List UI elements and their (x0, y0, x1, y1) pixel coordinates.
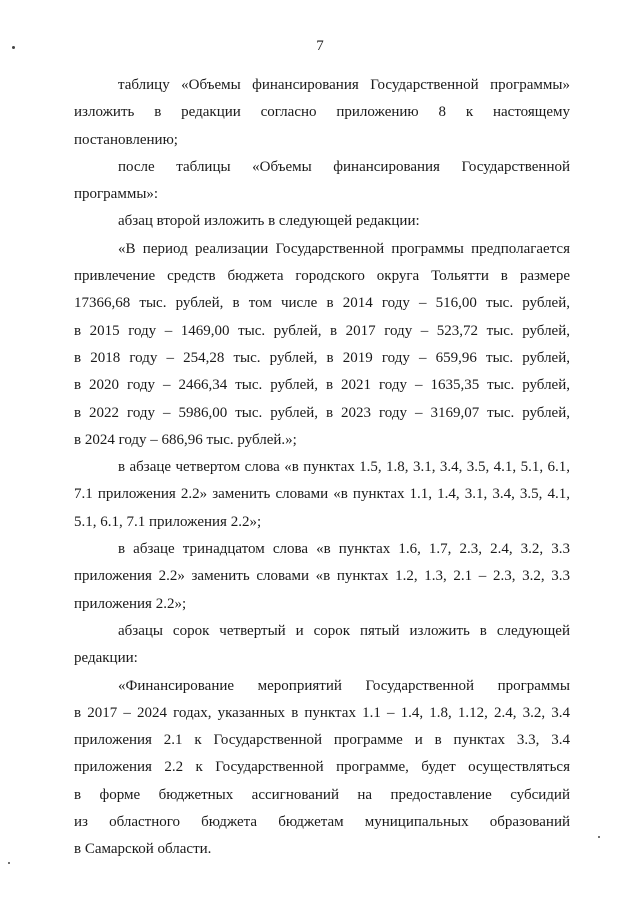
paragraph-7 (74, 618, 570, 673)
scan-speck (12, 46, 15, 49)
paragraph-4 (74, 236, 570, 454)
text-line: в 2024 году – 686,96 тыс. рублей.»; (74, 431, 297, 448)
text-line: абзац второй изложить в следующей редакции: (118, 213, 420, 230)
text-line: привлечение средств бюджета городского округа Тольятти в размере (74, 268, 570, 285)
paragraph-2 (74, 154, 570, 209)
text-line: 7.1 приложения 2.2» заменить словами «в пунктах 1.1, 1.4, 3.1, 3.4, 3.5, 4.1, (74, 486, 570, 503)
text-line: постановлению; (74, 131, 178, 148)
text-line: после таблицы «Объемы финансирования Государственной (118, 158, 570, 175)
text-line: приложения 2.2»; (74, 595, 187, 612)
text-line: приложения 2.1 к Государственной программе и в пунктах 3.3, 3.4 (74, 732, 570, 749)
text-line: в Самарской области. (74, 841, 212, 858)
text-line: 17366,68 тыс. рублей, в том числе в 2014 году – 516,00 тыс. рублей, (74, 295, 570, 312)
text-line: 5.1, 6.1, 7.1 приложения 2.2»; (74, 513, 262, 530)
text-line: в 2022 году – 5986,00 тыс. рублей, в 2023 году – 3169,07 тыс. рублей, (74, 404, 570, 421)
scan-speck (8, 862, 10, 864)
paragraph-6 (74, 536, 570, 618)
paragraph-8 (74, 673, 570, 864)
scan-speck (598, 836, 600, 838)
text-line: изложить в редакции согласно приложению 8 к настоящему (74, 104, 570, 121)
paragraph-3 (74, 208, 570, 235)
text-line: программы»: (74, 186, 159, 203)
text-line: в форме бюджетных ассигнований на предоставление субсидий (74, 786, 570, 803)
paragraph-5 (74, 454, 570, 536)
text-line: абзацы сорок четвертый и сорок пятый изложить в следующей (118, 622, 570, 639)
document-body (74, 72, 570, 864)
text-line: в 2015 году – 1469,00 тыс. рублей, в 2017 году – 523,72 тыс. рублей, (74, 322, 570, 339)
text-line: в 2020 году – 2466,34 тыс. рублей, в 2021 году – 1635,35 тыс. рублей, (74, 377, 570, 394)
text-line: в абзаце четвертом слова «в пунктах 1.5, 1.8, 3.1, 3.4, 3.5, 4.1, 5.1, 6.1, (118, 459, 570, 476)
paragraph-1 (74, 72, 570, 154)
text-line: редакции: (74, 650, 138, 667)
text-line: в абзаце тринадцатом слова «в пунктах 1.6, 1.7, 2.3, 2.4, 3.2, 3.3 (118, 541, 570, 558)
text-line: в 2018 году – 254,28 тыс. рублей, в 2019 году – 659,96 тыс. рублей, (74, 349, 570, 366)
text-line: приложения 2.2 к Государственной программе, будет осуществляться (74, 759, 570, 776)
text-line: таблицу «Объемы финансирования Государственной программы» (118, 77, 570, 93)
page-number: 7 (316, 38, 324, 54)
text-line: из областного бюджета бюджетам муниципальных образований (74, 814, 570, 831)
text-line: «Финансирование мероприятий Государственной программы (118, 677, 570, 694)
text-line: «В период реализации Государственной программы предполагается (118, 240, 570, 257)
text-line: приложения 2.2» заменить словами «в пунктах 1.2, 1.3, 2.1 – 2.3, 3.2, 3.3 (74, 568, 570, 585)
text-line: в 2017 – 2024 годах, указанных в пунктах 1.1 – 1.4, 1.8, 1.12, 2.4, 3.2, 3.4 (74, 704, 570, 721)
